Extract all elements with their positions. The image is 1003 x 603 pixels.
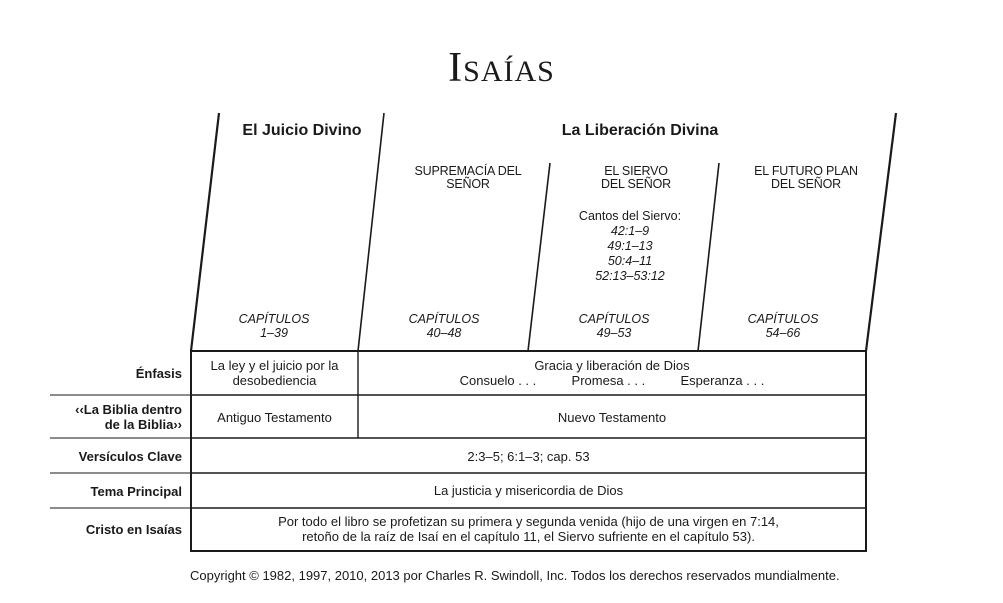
biblia-right-cell: Nuevo Testamento (557, 410, 667, 425)
chapters-49-53: CAPÍTULOS 49–53 (578, 312, 650, 340)
row-label-cristo: Cristo en Isaías (85, 522, 182, 537)
enfasis-right-cell: Gracia y liberación de Dios Consuelo . . . Promesa . . . Esperanza . . . (459, 358, 765, 388)
row-label-tema: Tema Principal (90, 484, 182, 499)
subsection-siervo: EL SIERVO DEL SEÑOR (601, 164, 671, 191)
row-label-versiculos: Versículos Clave (78, 449, 182, 464)
chapters-1-39: CAPÍTULOS 1–39 (238, 312, 310, 340)
page-title: ISAÍAS (448, 45, 555, 91)
servant-songs: Cantos del Siervo: 42:1–9 49:1–13 50:4–11 52:13–53:12 (578, 209, 682, 283)
tema-cell: La justicia y misericordia de Dios (433, 483, 624, 498)
chapters-40-48: CAPÍTULOS 40–48 (408, 312, 480, 340)
subsection-supremacia: SUPREMACÍA DEL SEÑOR (414, 164, 522, 191)
biblia-left-cell: Antiguo Testamento (217, 410, 332, 425)
section-liberacion: La Liberación Divina (561, 122, 719, 139)
chapters-54-66: CAPÍTULOS 54–66 (747, 312, 819, 340)
versiculos-cell: 2:3–5; 6:1–3; cap. 53 (467, 449, 590, 464)
cristo-cell: Por todo el libro se profetizan su primera y segunda venida (hijo de una virgen en 7:14, retoño de la raíz de Isaí en el capítulo 11, el Siervo sufriente en el capítulo 53). (278, 514, 779, 544)
subsection-futuro: EL FUTURO PLAN DEL SEÑOR (754, 164, 858, 191)
row-label-enfasis: Énfasis (135, 366, 182, 381)
copyright-notice: Copyright © 1982, 1997, 2010, 2013 por Charles R. Swindoll, Inc. Todos los derechos reservados mundialmente. (190, 568, 840, 583)
section-juicio: El Juicio Divino (242, 122, 362, 139)
row-label-biblia: ‹‹La Biblia dentro de la Biblia›› (75, 402, 182, 432)
enfasis-left-cell: La ley y el juicio por la desobediencia (210, 358, 339, 388)
